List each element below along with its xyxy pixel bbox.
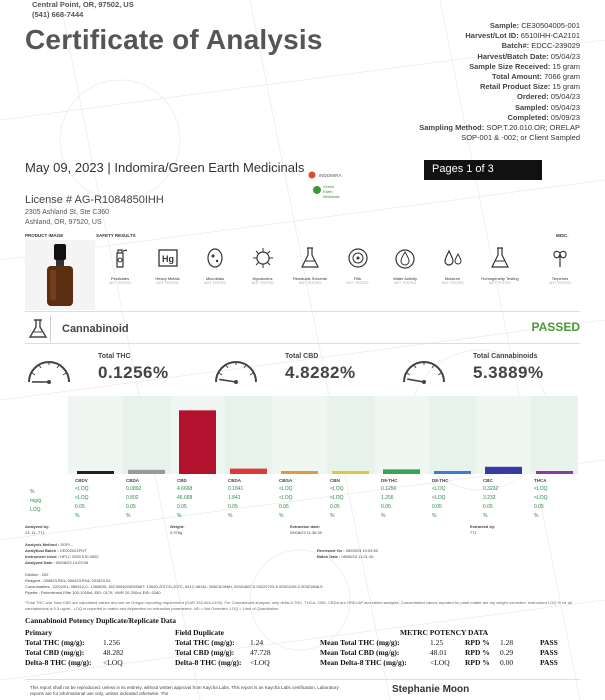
safety-test-result: NOT TESTED bbox=[251, 281, 274, 285]
compound-unit: % bbox=[177, 513, 182, 519]
bar-baseline bbox=[128, 471, 165, 474]
compound-name: CBGA bbox=[279, 478, 293, 483]
analyzed-by bbox=[25, 524, 50, 536]
gauge-value: 4.8282% bbox=[285, 363, 356, 382]
sample-meta-value: 6510IHH-CA2101 bbox=[520, 31, 580, 41]
tincture-bottle-icon bbox=[25, 240, 95, 310]
sample-meta-value: EDCC-239029 bbox=[531, 41, 580, 51]
dilution-line: Dilution : 200 bbox=[25, 572, 49, 577]
reagent-details bbox=[25, 572, 580, 596]
sample-meta-key: Harvest/Batch Date: bbox=[477, 51, 549, 61]
compound-loq: 0.05 bbox=[228, 504, 238, 510]
compound-loq: 0.05 bbox=[330, 504, 340, 510]
misc-label: MISC. bbox=[556, 233, 569, 238]
compound-column bbox=[279, 476, 329, 521]
safety-test-item bbox=[540, 245, 580, 286]
extracted-by-label: Extracted by: bbox=[470, 524, 496, 529]
instrument-value: HPLC 2030 EID 0002 bbox=[60, 554, 99, 559]
compound-mgg: 1.256 bbox=[381, 495, 394, 501]
extracted-by-value: 771 bbox=[470, 530, 477, 535]
compound-mgg: <LOQ bbox=[279, 495, 293, 501]
compound-pct: 0.1841 bbox=[228, 486, 244, 492]
analysis-details bbox=[25, 542, 325, 566]
sample-meta-key: Harvest/Lot ID: bbox=[465, 31, 519, 41]
pages-indicator: Pages 1 of 3 bbox=[424, 160, 542, 180]
field-value: 47.728 bbox=[250, 648, 271, 657]
sample-meta-key: Completed: bbox=[507, 112, 549, 122]
reviewed-label: Reviewed On : bbox=[317, 548, 345, 553]
compound-unit: % bbox=[75, 513, 80, 519]
cannabinoid-bars bbox=[68, 396, 578, 474]
microbe-icon bbox=[202, 245, 228, 271]
sample-meta-row bbox=[419, 123, 580, 133]
rpd-value: 0.00 bbox=[500, 658, 514, 667]
compound-name: THCA bbox=[534, 478, 547, 483]
bar-baseline bbox=[536, 471, 573, 474]
safety-test-item bbox=[195, 245, 235, 286]
leaf-icon bbox=[547, 245, 573, 271]
primary-value: <LOQ bbox=[103, 658, 123, 667]
safety-test-item bbox=[100, 245, 140, 286]
safety-test-item bbox=[433, 245, 473, 286]
sample-meta-row bbox=[419, 92, 580, 102]
batch-date-line bbox=[317, 554, 378, 560]
safety-test-item bbox=[243, 245, 283, 286]
weight-value: 0.976g bbox=[170, 530, 183, 535]
gauge-label: Total CBD bbox=[285, 353, 319, 360]
safety-test-item bbox=[480, 245, 520, 286]
total-gauge bbox=[212, 350, 356, 393]
compound-pct: 0.0892 bbox=[126, 486, 142, 492]
compound-column bbox=[432, 476, 482, 521]
compound-mgg: <LOQ bbox=[330, 495, 344, 501]
sample-meta-key: Ordered: bbox=[517, 92, 549, 102]
bar-baseline bbox=[485, 471, 522, 474]
lab-address-line: Central Point, OR, 97502, US bbox=[32, 0, 134, 9]
batch-date-label: Batch Date : bbox=[317, 554, 341, 559]
safety-test-result: NOT TESTED bbox=[488, 281, 512, 285]
compound-loq: 0.05 bbox=[279, 504, 289, 510]
sample-meta-row bbox=[419, 82, 580, 92]
compound-column bbox=[75, 476, 125, 521]
client-date-line: May 09, 2023 | Indomira/Green Earth Medicinals bbox=[25, 160, 305, 175]
sample-meta-key: Retail Product Size: bbox=[479, 82, 551, 92]
field-value: 1.24 bbox=[250, 638, 264, 647]
field-value: <LOQ bbox=[250, 658, 270, 667]
bar-cbd bbox=[179, 410, 216, 471]
compound-column bbox=[177, 476, 227, 521]
analyzed-by-label: Analyzed by: bbox=[25, 524, 50, 529]
analyzed-date-label: Analyzed Date : bbox=[25, 560, 55, 565]
status-badge: PASSED bbox=[531, 320, 580, 334]
metrc-key: Mean Delta-8 THC (mg/g): bbox=[320, 658, 407, 667]
logo-text-4: Medicinals bbox=[323, 195, 340, 199]
safety-test-result: NOT TESTED bbox=[346, 281, 369, 285]
gauge-label: Total THC bbox=[98, 353, 131, 360]
cannabinoid-title: Cannabinoid bbox=[62, 323, 129, 335]
compound-unit: % bbox=[534, 513, 539, 519]
safety-test-name: Water Activity bbox=[392, 276, 418, 281]
safety-test-result: NOT TESTED bbox=[203, 281, 227, 285]
client-license: License # AG-R1084850IHH bbox=[25, 194, 164, 206]
safety-test-name: Moisture bbox=[444, 276, 461, 281]
analyzed-date-line bbox=[25, 560, 325, 566]
compound-loq: 0.05 bbox=[381, 504, 391, 510]
extraction-date-value: 05/08/23 11:36:30 bbox=[290, 530, 322, 535]
safety-test-name: Heavy Metals bbox=[155, 276, 180, 281]
logo-graphic bbox=[305, 170, 360, 205]
footer-disclaimer: This report shall not be reproduced, unless in its entirety, without written approval from Kaycha Labs. This report is an Kaycha Labs certification. Laboratory reports are for informational use only, unless indicated otherwise. The bbox=[30, 685, 339, 696]
bar-column-bg bbox=[276, 396, 323, 474]
batch-date-value: 05/08/23 11:21:16 bbox=[341, 554, 374, 559]
compound-mgg: 0.892 bbox=[126, 495, 139, 501]
metrc-key: Mean Total THC (mg/g): bbox=[320, 638, 400, 647]
compound-column bbox=[330, 476, 380, 521]
primary-value: 48.282 bbox=[103, 648, 124, 657]
safety-test-name: Homogeneity Testing bbox=[481, 276, 519, 281]
logo-text-3: Earth bbox=[323, 189, 333, 194]
compound-name: CBDV bbox=[75, 478, 88, 483]
compound-unit: % bbox=[432, 513, 437, 519]
row-label: LOQ bbox=[30, 507, 41, 513]
sample-meta-value: 15 gram bbox=[552, 61, 580, 71]
bar-baseline bbox=[77, 471, 114, 474]
compound-name: CBDA bbox=[228, 478, 241, 483]
compound-name: CBN bbox=[330, 478, 340, 483]
safety-test-result: NOT TESTED bbox=[393, 281, 417, 285]
metrc-value: <LOQ bbox=[430, 658, 450, 667]
safety-test-name: Filth bbox=[353, 276, 362, 281]
extraction-date bbox=[290, 524, 322, 536]
sample-meta-row bbox=[419, 52, 580, 62]
sample-meta-row bbox=[419, 31, 580, 41]
safety-test-result: NOT TESTED bbox=[548, 281, 572, 285]
bar-baseline bbox=[434, 471, 471, 474]
extraction-date-label: Extraction date: bbox=[290, 524, 321, 529]
cannabinoid-table bbox=[25, 476, 585, 521]
primary-key: Total CBD (mg/g): bbox=[25, 648, 85, 657]
sample-meta-row bbox=[419, 41, 580, 51]
extracted-by bbox=[470, 524, 495, 536]
review-details bbox=[317, 548, 378, 560]
safety-test-item bbox=[148, 245, 188, 286]
safety-test-name: Terpenes bbox=[551, 276, 569, 281]
metrc-value: 48.01 bbox=[430, 648, 447, 657]
compound-unit: % bbox=[483, 513, 488, 519]
metrc-title: METRC POTENCY DATA bbox=[400, 628, 489, 637]
compound-loq: 0.05 bbox=[483, 504, 493, 510]
client-address-line-2: Ashland, OR, 97520, US bbox=[25, 219, 102, 226]
primary-title: Primary bbox=[25, 628, 53, 637]
compound-pct: <LOQ bbox=[432, 486, 446, 492]
bar-baseline bbox=[383, 471, 420, 474]
virus-icon bbox=[250, 245, 276, 271]
sample-meta-value: 05/09/23 bbox=[550, 112, 580, 122]
hg-icon bbox=[155, 245, 181, 271]
analyzed-date-value: 05/08/23 14:03:06 bbox=[55, 560, 89, 565]
sample-meta-key: Sampling Method: bbox=[419, 123, 485, 133]
instrument-label: Instrument Used : bbox=[25, 554, 60, 559]
primary-value: 1.256 bbox=[103, 638, 120, 647]
compound-unit: % bbox=[279, 513, 284, 519]
gauge-value: 0.1256% bbox=[98, 363, 169, 382]
product-image-label: PRODUCT IMAGE bbox=[25, 233, 64, 238]
weight-label: Weight: bbox=[170, 524, 185, 529]
bar-column-bg bbox=[480, 396, 527, 474]
sample-meta-value: SOP.T.20.010.OR; ORELAP bbox=[486, 123, 580, 133]
compound-name: CBD bbox=[177, 478, 187, 483]
compound-pct: 0.3232 bbox=[483, 486, 499, 492]
compound-name: D9-THC bbox=[381, 478, 398, 483]
sample-meta-row bbox=[419, 103, 580, 113]
page-title: Certificate of Analysis bbox=[25, 24, 323, 55]
flask-icon bbox=[25, 316, 51, 342]
signer-name: Stephanie Moon bbox=[392, 684, 470, 695]
compound-unit: % bbox=[381, 513, 386, 519]
weight bbox=[170, 524, 185, 536]
bar-column-bg bbox=[378, 396, 425, 474]
gauge-icon bbox=[400, 350, 448, 388]
compound-unit: % bbox=[330, 513, 335, 519]
compound-pct: <LOQ bbox=[75, 486, 89, 492]
sample-meta-key: Sample Size Received: bbox=[469, 61, 551, 71]
compound-name: CBDA bbox=[126, 478, 139, 483]
bar-column-bg bbox=[123, 396, 170, 474]
compound-loq: 0.05 bbox=[177, 504, 187, 510]
compound-mgg: 1.841 bbox=[228, 495, 241, 501]
pass-status: PASS bbox=[540, 638, 558, 647]
bar-d9-thc bbox=[383, 469, 420, 471]
compound-pct: <LOQ bbox=[534, 486, 548, 492]
bar-baseline bbox=[179, 471, 216, 474]
sample-meta-row bbox=[419, 113, 580, 123]
compound-mgg: <LOQ bbox=[432, 495, 446, 501]
flask-icon bbox=[487, 245, 513, 271]
divider bbox=[25, 311, 580, 312]
compound-mgg: <LOQ bbox=[75, 495, 89, 501]
safety-test-item bbox=[290, 245, 330, 286]
compound-mgg: 46.668 bbox=[177, 495, 193, 501]
sample-meta-value: 05/04/23 bbox=[550, 51, 580, 61]
compound-mgg: 3.232 bbox=[483, 495, 496, 501]
row-label: % bbox=[30, 489, 35, 495]
gauge-icon bbox=[212, 350, 260, 388]
safety-test-name: Pesticides bbox=[110, 276, 130, 281]
sample-meta-value: 7066 gram bbox=[544, 72, 580, 82]
rpd-value: 1.28 bbox=[500, 638, 514, 647]
client-address bbox=[25, 208, 109, 228]
sampling-method-2: SOP-001 & -002; or Client Sampled bbox=[461, 133, 580, 143]
compound-loq: 0.05 bbox=[534, 504, 544, 510]
analyzed-by-value: 13, 11, 771 bbox=[25, 530, 45, 535]
primary-key: Total THC (mg/g): bbox=[25, 638, 85, 647]
compound-loq: 0.05 bbox=[432, 504, 442, 510]
gauge-label: Total Cannabinoids bbox=[473, 353, 538, 360]
svg-text:Hg: Hg bbox=[161, 254, 174, 264]
compound-column bbox=[381, 476, 431, 521]
rpd-key: RPD % bbox=[465, 638, 490, 647]
lab-phone: (541) 668-7444 bbox=[32, 10, 84, 19]
compound-unit: % bbox=[228, 513, 233, 519]
rpd-value: 0.29 bbox=[500, 648, 514, 657]
metrc-value: 1.25 bbox=[430, 638, 444, 647]
sample-meta-key: Sampled: bbox=[514, 102, 549, 112]
safety-test-result: NOT TESTED bbox=[156, 281, 179, 285]
client-address-line-1: 2305 Ashland St, Ste C360 bbox=[25, 209, 110, 216]
filth-icon bbox=[345, 245, 371, 271]
sample-meta-value: 15 gram bbox=[552, 82, 580, 92]
safety-test-name: Residuals Solvents bbox=[292, 276, 328, 281]
potency-title: Cannabinoid Potency Duplicate/Replicate Data bbox=[25, 616, 177, 625]
bar-column-bg bbox=[327, 396, 374, 474]
metrc-key: Mean Total CBD (mg/g): bbox=[320, 648, 400, 657]
bar-cbda bbox=[230, 469, 267, 471]
bar-chart bbox=[68, 396, 578, 474]
divider bbox=[25, 343, 580, 344]
bar-column-bg bbox=[72, 396, 119, 474]
spray-bottle-icon bbox=[107, 245, 133, 271]
compound-unit: % bbox=[126, 513, 131, 519]
compound-pct: <LOQ bbox=[330, 486, 344, 492]
safety-test-result: NOT TESTED bbox=[441, 281, 464, 285]
reviewed-value: 05/09/23 10:03:52 bbox=[345, 548, 378, 553]
sample-meta-value: 05/04/23 bbox=[550, 92, 580, 102]
field-key: Delta-8 THC (mg/g): bbox=[175, 658, 242, 667]
compound-column bbox=[483, 476, 533, 521]
safety-test-item bbox=[385, 245, 425, 286]
logo-text-1: INDOMIRA bbox=[319, 173, 342, 178]
sample-meta-value: 05/04/23 bbox=[550, 102, 580, 112]
rpd-key: RPD % bbox=[465, 648, 490, 657]
logo-text-2: Green bbox=[323, 184, 335, 189]
bar-baseline bbox=[281, 471, 318, 474]
total-gauge bbox=[400, 350, 544, 393]
bar-baseline bbox=[230, 471, 267, 474]
compound-pct: 4.6668 bbox=[177, 486, 193, 492]
pass-status: PASS bbox=[540, 648, 558, 657]
compound-mgg: <LOQ bbox=[534, 495, 548, 501]
pass-status: PASS bbox=[540, 658, 558, 667]
product-image bbox=[25, 240, 95, 310]
safety-test-name: Microbials bbox=[205, 276, 224, 281]
bar-cbda bbox=[128, 470, 165, 471]
batch-label: Analytical Batch : bbox=[25, 548, 59, 553]
water-drop-icon bbox=[392, 245, 418, 271]
bar-cbc bbox=[485, 467, 522, 471]
sample-meta-row bbox=[419, 62, 580, 72]
bar-column-bg bbox=[429, 396, 476, 474]
bar-column-bg bbox=[531, 396, 578, 474]
safety-test-result: NOT TESTED bbox=[108, 281, 132, 285]
safety-test-result: NOT TESTED bbox=[298, 281, 322, 285]
flask-icon bbox=[297, 245, 323, 271]
sample-meta-key: Batch#: bbox=[501, 41, 530, 51]
bar-column-bg bbox=[225, 396, 272, 474]
pipette-line: Pipette : Fisherbrand Elite 100-1000uL EID: 0179; VWR 20-200uL EID: 0180 bbox=[25, 590, 161, 595]
footnote: *Total THC and Total CBD are calculated values and are an Oregon reporting requirement (OAR 333-064-0100). For Cannabinoid analysis, only delta-9-THC, THCA, CBD, CBDA are ORELAP accredited analytes. Concentrated values reported for plant matter are dry weight corrected. Instrument LOQ % for all cannabinoids is 0.5 ug/mL. LOQ is reported in matrix and dependent on extraction parameters. ND = Not Detected; LOQ = Limit of Quantitation. bbox=[25, 600, 572, 611]
compound-name: CBC bbox=[483, 478, 493, 483]
compound-pct: 0.1256 bbox=[381, 486, 397, 492]
compound-loq: 0.05 bbox=[126, 504, 136, 510]
moisture-drops-icon bbox=[440, 245, 466, 271]
compound-loq: 0.05 bbox=[75, 504, 85, 510]
row-label: mg/g bbox=[30, 498, 42, 504]
total-gauge bbox=[25, 350, 169, 393]
lab-address bbox=[32, 0, 134, 20]
safety-test-name: Mycotoxins bbox=[252, 276, 273, 281]
sample-meta-key: Sample: bbox=[489, 21, 520, 30]
field-title: Field Duplicate bbox=[175, 628, 224, 637]
batch-value: CE002021POT bbox=[59, 548, 87, 553]
gauge-icon bbox=[25, 350, 73, 388]
bar-baseline bbox=[332, 471, 369, 474]
sample-meta-value: CE30504005-001 bbox=[521, 21, 580, 30]
compound-column bbox=[126, 476, 176, 521]
field-key: Total CBD (mg/g): bbox=[175, 648, 235, 657]
method-label: Analysis Method : bbox=[25, 542, 60, 547]
compound-pct: <LOQ bbox=[279, 486, 293, 492]
sample-meta-key: Total Amount: bbox=[492, 72, 543, 82]
client-logo bbox=[305, 170, 360, 205]
rpd-key: RPD % bbox=[465, 658, 490, 667]
consumables-line: Consumables : 22/02/01; 080912-C; 1300830; 16C3004003026567; 13620-20TCD-207C; 041C-0616L; 066C8-066H; 00321867-5 00222720-5 00321109-2 00321868-5 bbox=[25, 584, 323, 589]
primary-key: Delta-8 THC (mg/g): bbox=[25, 658, 92, 667]
field-key: Total THC (mg/g): bbox=[175, 638, 235, 647]
method-value: SOP/... bbox=[60, 542, 74, 547]
gauge-value: 5.3889% bbox=[473, 363, 544, 382]
safety-test-item bbox=[338, 245, 378, 286]
reagent-line: Reagent : 030823.R01; 050423.R04; 031523.04 bbox=[25, 578, 111, 583]
sample-meta-row bbox=[419, 72, 580, 82]
safety-results-label: SAFETY RESULTS bbox=[96, 233, 136, 238]
compound-column bbox=[534, 476, 584, 521]
sample-meta bbox=[419, 21, 580, 143]
compound-column bbox=[228, 476, 278, 521]
compound-name: D8-THC bbox=[432, 478, 449, 483]
divider bbox=[25, 679, 580, 680]
sample-meta-row bbox=[419, 21, 580, 31]
